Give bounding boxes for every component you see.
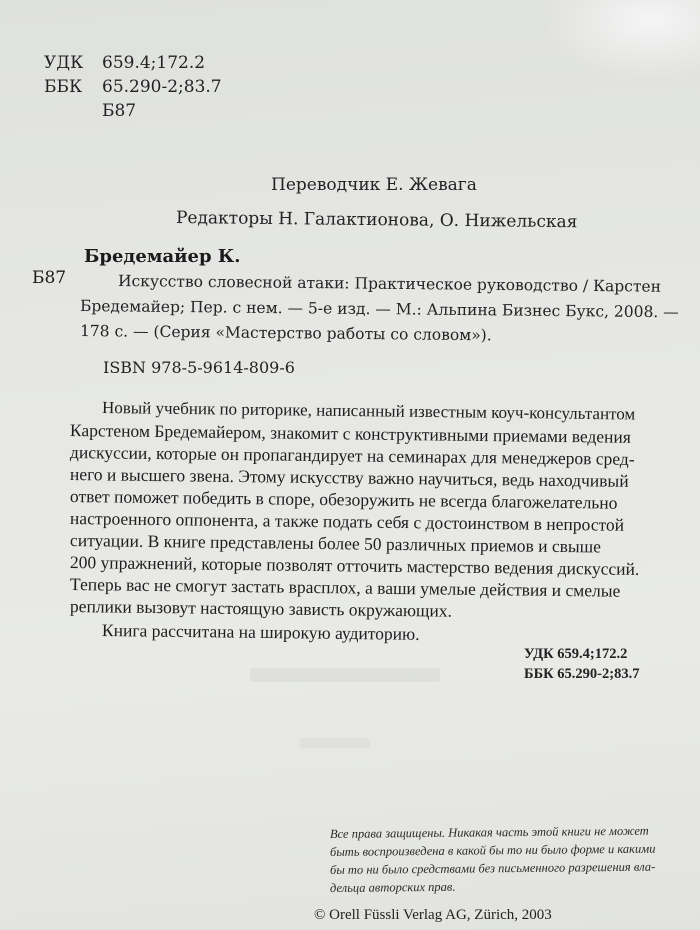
rights-line: дельца авторских прав.	[329, 879, 456, 895]
udk-label: УДК	[44, 53, 84, 73]
annotation-line: ответ поможет победить в споре, обезоружить не всегда благожелательно	[69, 486, 618, 513]
rights-line: Все права защищены. Никакая часть этой книги не может	[329, 823, 649, 841]
biblio-line: Искусство словесной атаки: Практическое руководство / Карстен	[117, 272, 662, 296]
udk-value: 659.4;172.2	[102, 53, 206, 73]
bbk-value: 65.290-2;83.7	[102, 77, 222, 97]
editors-credit: Редакторы Н. Галактионова, О. Нижельская	[175, 208, 578, 233]
show-through-mark	[300, 738, 370, 748]
author-mark-value: Б87	[102, 101, 137, 121]
copyright-line: © Orell Füssli Verlag AG, Zürich, 2003	[314, 907, 552, 923]
annotation-line: настроенного оппонента, а также подать себя с достоинством в непростой	[69, 508, 625, 535]
annotation-line: 200 упражнений, которые позволят отточить мастерство ведения дискуссий.	[69, 552, 640, 579]
annotation-line: Новый учебник по риторике, написанный известным коуч-консультантом	[101, 398, 636, 424]
classification-block	[44, 52, 244, 122]
translator-credit: Переводчик Е. Жевага	[271, 175, 477, 195]
annotation-line: него и высшего звена. Этому искусству важно научиться, ведь находчивый	[69, 464, 629, 491]
show-through-mark	[250, 668, 440, 682]
isbn: ISBN 978-5-9614-809-6	[103, 358, 295, 377]
author-name: Бредемайер К.	[84, 246, 241, 267]
page-corner-light	[540, 0, 700, 80]
annotation-line: Карстеном Бредемайером, знакомит с конструктивными приемами ведения	[69, 420, 632, 447]
annotation-line: Книга рассчитана на широкую аудиторию.	[101, 620, 420, 644]
author-code: Б87	[32, 268, 67, 288]
rights-line: быть воспроизведена в какой бы то ни было форме и какими	[329, 841, 656, 859]
rights-line: бы то ни было средствами без письменного разрешения вла-	[329, 859, 656, 877]
udk-bottom: УДК 659.4;172.2	[524, 646, 628, 662]
annotation-line: реплики вызовут настоящую зависть окружающих.	[69, 596, 453, 621]
annotation-line: Теперь вас не смогут застать врасплох, а ваши умелые действия и смелые	[69, 574, 621, 601]
annotation-line: ситуации. В книге представлены более 50 различных приемов и свыше	[69, 530, 602, 557]
bbk-label: ББК	[44, 77, 83, 97]
annotation-line: дискуссии, которые он пропагандирует на семинарах для менеджеров сред-	[69, 442, 635, 469]
biblio-line: 178 с. — (Серия «Мастерство работы со словом»).	[79, 322, 492, 345]
biblio-line: Бредемайер; Пер. с нем. — 5-е изд. — М.: Альпина Бизнес Букс, 2008. —	[79, 297, 679, 322]
bbk-bottom: ББК 65.290-2;83.7	[524, 666, 640, 682]
